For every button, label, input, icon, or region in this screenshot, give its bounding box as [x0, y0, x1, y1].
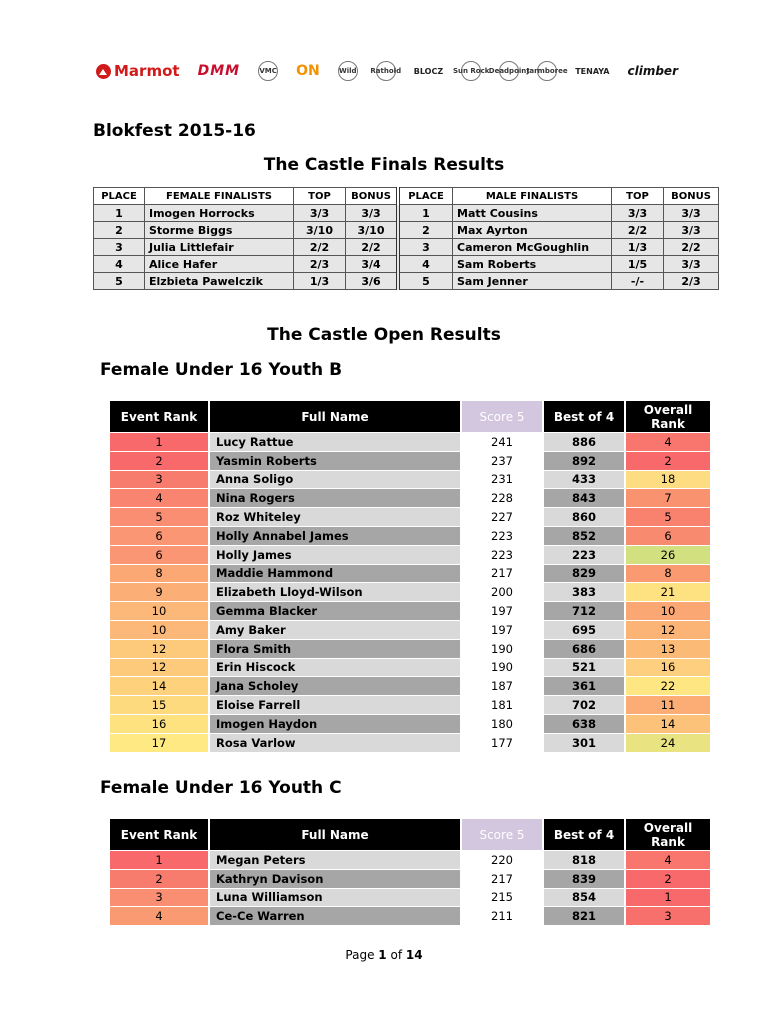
blocz-logo: BLOCZ [413, 66, 444, 76]
score-5: 211 [462, 907, 542, 925]
score-5: 200 [462, 583, 542, 601]
results-row [110, 889, 710, 907]
score-5: 237 [462, 452, 542, 470]
document-title: Blokfest 2015-16 [93, 121, 256, 141]
male-place: 2 [398, 222, 453, 239]
full-name: Ce-Ce Warren [210, 907, 460, 925]
sun-rock-logo: Sun Rock [461, 61, 481, 81]
finals-title: The Castle Finals Results [263, 155, 505, 175]
score-5: 223 [462, 546, 542, 564]
full-name: Anna Soligo [210, 471, 460, 489]
female-place: 2 [94, 222, 145, 239]
best-of-4: 886 [544, 433, 624, 451]
overall-rank: 16 [626, 659, 710, 677]
event-rank: 1 [110, 851, 208, 869]
results-row [110, 527, 710, 545]
full-name: Holly James [210, 546, 460, 564]
female-top: 3/3 [294, 205, 346, 222]
results-row [110, 870, 710, 888]
results-row [110, 677, 710, 695]
finals-row [94, 239, 719, 256]
female-place: 5 [94, 273, 145, 290]
event-rank: 4 [110, 489, 208, 507]
best-of-4: 223 [544, 546, 624, 564]
results-table-youth-b [108, 400, 712, 753]
score-5: 180 [462, 715, 542, 733]
header-event-rank: Event Rank [110, 401, 208, 432]
female-top: 2/2 [294, 239, 346, 256]
best-of-4: 854 [544, 889, 624, 907]
female-finalist-name: Imogen Horrocks [145, 205, 294, 222]
overall-rank: 12 [626, 621, 710, 639]
overall-rank: 8 [626, 565, 710, 583]
male-place: 5 [398, 273, 453, 290]
best-of-4: 839 [544, 870, 624, 888]
best-of-4: 702 [544, 696, 624, 714]
event-rank: 5 [110, 508, 208, 526]
full-name: Megan Peters [210, 851, 460, 869]
results-row [110, 907, 710, 925]
header-best-of-4: Best of 4 [544, 819, 624, 850]
results-row [110, 715, 710, 733]
overall-rank: 13 [626, 640, 710, 658]
open-title: The Castle Open Results [267, 325, 501, 345]
full-name: Holly Annabel James [210, 527, 460, 545]
score-5: 227 [462, 508, 542, 526]
full-name: Rosa Varlow [210, 734, 460, 752]
event-rank: 12 [110, 640, 208, 658]
full-name: Yasmin Roberts [210, 452, 460, 470]
full-name: Erin Hiscock [210, 659, 460, 677]
finals-row [94, 205, 719, 222]
overall-rank: 5 [626, 508, 710, 526]
page-footer: Page 1 of 14 [345, 948, 423, 962]
female-bonus: 3/4 [346, 256, 399, 273]
results-row [110, 508, 710, 526]
finals-row [94, 222, 719, 239]
full-name: Jana Scholey [210, 677, 460, 695]
full-name: Kathryn Davison [210, 870, 460, 888]
male-top: 2/2 [612, 222, 664, 239]
event-rank: 10 [110, 602, 208, 620]
score-5: 190 [462, 659, 542, 677]
score-5: 231 [462, 471, 542, 489]
deadpoint-logo: Deadpoint [499, 61, 519, 81]
results-row [110, 565, 710, 583]
overall-rank: 14 [626, 715, 710, 733]
page-total: 14 [405, 948, 423, 962]
female-finalist-name: Storme Biggs [145, 222, 294, 239]
overall-rank: 1 [626, 889, 710, 907]
results-row [110, 583, 710, 601]
score-5: 215 [462, 889, 542, 907]
female-place: 4 [94, 256, 145, 273]
best-of-4: 892 [544, 452, 624, 470]
finals-row [94, 256, 719, 273]
overall-rank: 11 [626, 696, 710, 714]
wild-logo: Wild [338, 61, 358, 81]
dmm-logo: DMM [197, 63, 241, 79]
male-top: 1/5 [612, 256, 664, 273]
overall-rank: 6 [626, 527, 710, 545]
score-5: 177 [462, 734, 542, 752]
male-bonus: 2/2 [664, 239, 719, 256]
header-score-5: Score 5 [462, 819, 542, 850]
best-of-4: 818 [544, 851, 624, 869]
full-name: Roz Whiteley [210, 508, 460, 526]
overall-rank: 18 [626, 471, 710, 489]
finals-table [93, 187, 719, 290]
full-name: Elizabeth Lloyd-Wilson [210, 583, 460, 601]
results-row [110, 452, 710, 470]
best-of-4: 383 [544, 583, 624, 601]
event-rank: 4 [110, 907, 208, 925]
male-finalist-name: Matt Cousins [453, 205, 612, 222]
event-rank: 8 [110, 565, 208, 583]
male-finalist-name: Sam Jenner [453, 273, 612, 290]
header-female-place: PLACE [94, 188, 145, 205]
category-title-youth-c: Female Under 16 Youth C [100, 778, 342, 798]
male-bonus: 2/3 [664, 273, 719, 290]
event-rank: 17 [110, 734, 208, 752]
climber-logo: climber [627, 64, 678, 78]
header-female-top: TOP [294, 188, 346, 205]
overall-rank: 21 [626, 583, 710, 601]
finals-header-row [94, 188, 719, 205]
vmc-logo: VMC [258, 61, 278, 81]
results-row [110, 489, 710, 507]
male-place: 3 [398, 239, 453, 256]
on-logo: ON [296, 63, 320, 79]
results-row [110, 546, 710, 564]
header-female-bonus: BONUS [346, 188, 399, 205]
female-bonus: 3/6 [346, 273, 399, 290]
female-top: 2/3 [294, 256, 346, 273]
category-title-youth-b: Female Under 16 Youth B [100, 360, 343, 380]
jarmboree-logo: Jarmboree [537, 61, 557, 81]
male-bonus: 3/3 [664, 256, 719, 273]
male-bonus: 3/3 [664, 222, 719, 239]
full-name: Eloise Farrell [210, 696, 460, 714]
male-top: 3/3 [612, 205, 664, 222]
score-5: 217 [462, 565, 542, 583]
male-finalist-name: Sam Roberts [453, 256, 612, 273]
overall-rank: 24 [626, 734, 710, 752]
rathold-logo: Rathold [376, 61, 396, 81]
full-name: Luna Williamson [210, 889, 460, 907]
header-male-bonus: BONUS [664, 188, 719, 205]
results-row [110, 471, 710, 489]
best-of-4: 301 [544, 734, 624, 752]
overall-rank: 7 [626, 489, 710, 507]
results-row [110, 659, 710, 677]
female-top: 1/3 [294, 273, 346, 290]
results-row [110, 851, 710, 869]
female-bonus: 3/10 [346, 222, 399, 239]
score-5: 223 [462, 527, 542, 545]
header-overall-rank: Overall Rank [626, 819, 710, 850]
event-rank: 10 [110, 621, 208, 639]
best-of-4: 860 [544, 508, 624, 526]
overall-rank: 22 [626, 677, 710, 695]
score-5: 220 [462, 851, 542, 869]
event-rank: 15 [110, 696, 208, 714]
header-best-of-4: Best of 4 [544, 401, 624, 432]
male-place: 1 [398, 205, 453, 222]
results-row [110, 696, 710, 714]
results-row [110, 734, 710, 752]
female-place: 3 [94, 239, 145, 256]
male-finalist-name: Max Ayrton [453, 222, 612, 239]
event-rank: 12 [110, 659, 208, 677]
header-overall-rank: Overall Rank [626, 401, 710, 432]
score-5: 217 [462, 870, 542, 888]
best-of-4: 638 [544, 715, 624, 733]
overall-rank: 2 [626, 452, 710, 470]
overall-rank: 3 [626, 907, 710, 925]
female-finalist-name: Elzbieta Pawelczik [145, 273, 294, 290]
marmot-logo: Marmot [96, 62, 180, 80]
female-top: 3/10 [294, 222, 346, 239]
female-bonus: 2/2 [346, 239, 399, 256]
best-of-4: 712 [544, 602, 624, 620]
score-5: 228 [462, 489, 542, 507]
header-full-name: Full Name [210, 819, 460, 850]
best-of-4: 852 [544, 527, 624, 545]
full-name: Lucy Rattue [210, 433, 460, 451]
event-rank: 2 [110, 870, 208, 888]
overall-rank: 4 [626, 851, 710, 869]
best-of-4: 695 [544, 621, 624, 639]
best-of-4: 433 [544, 471, 624, 489]
overall-rank: 2 [626, 870, 710, 888]
event-rank: 14 [110, 677, 208, 695]
event-rank: 2 [110, 452, 208, 470]
best-of-4: 829 [544, 565, 624, 583]
results-row [110, 621, 710, 639]
results-row [110, 602, 710, 620]
header-event-rank: Event Rank [110, 819, 208, 850]
male-place: 4 [398, 256, 453, 273]
best-of-4: 361 [544, 677, 624, 695]
score-5: 187 [462, 677, 542, 695]
results-table-youth-c [108, 818, 712, 926]
score-5: 197 [462, 621, 542, 639]
event-rank: 6 [110, 527, 208, 545]
page-number: 1 [378, 948, 387, 962]
results-header-row [110, 819, 710, 850]
male-bonus: 3/3 [664, 205, 719, 222]
event-rank: 3 [110, 471, 208, 489]
female-bonus: 3/3 [346, 205, 399, 222]
sponsor-strip [96, 55, 678, 87]
header-male-place: PLACE [398, 188, 453, 205]
score-5: 197 [462, 602, 542, 620]
event-rank: 16 [110, 715, 208, 733]
results-header-row [110, 401, 710, 432]
full-name: Imogen Haydon [210, 715, 460, 733]
header-male-finalists: MALE FINALISTS [453, 188, 612, 205]
full-name: Gemma Blacker [210, 602, 460, 620]
header-female-finalists: FEMALE FINALISTS [145, 188, 294, 205]
event-rank: 3 [110, 889, 208, 907]
full-name: Amy Baker [210, 621, 460, 639]
score-5: 181 [462, 696, 542, 714]
results-row [110, 640, 710, 658]
female-place: 1 [94, 205, 145, 222]
male-finalist-name: Cameron McGoughlin [453, 239, 612, 256]
best-of-4: 843 [544, 489, 624, 507]
score-5: 190 [462, 640, 542, 658]
full-name: Nina Rogers [210, 489, 460, 507]
marmot-mark-icon [96, 64, 111, 79]
results-row [110, 433, 710, 451]
event-rank: 6 [110, 546, 208, 564]
best-of-4: 521 [544, 659, 624, 677]
event-rank: 1 [110, 433, 208, 451]
best-of-4: 821 [544, 907, 624, 925]
full-name: Maddie Hammond [210, 565, 460, 583]
tenaya-logo: TENAYA [575, 66, 610, 76]
overall-rank: 26 [626, 546, 710, 564]
header-score-5: Score 5 [462, 401, 542, 432]
overall-rank: 10 [626, 602, 710, 620]
finals-row [94, 273, 719, 290]
male-top: 1/3 [612, 239, 664, 256]
score-5: 241 [462, 433, 542, 451]
best-of-4: 686 [544, 640, 624, 658]
female-finalist-name: Alice Hafer [145, 256, 294, 273]
header-full-name: Full Name [210, 401, 460, 432]
female-finalist-name: Julia Littlefair [145, 239, 294, 256]
male-top: -/- [612, 273, 664, 290]
full-name: Flora Smith [210, 640, 460, 658]
event-rank: 9 [110, 583, 208, 601]
overall-rank: 4 [626, 433, 710, 451]
header-male-top: TOP [612, 188, 664, 205]
